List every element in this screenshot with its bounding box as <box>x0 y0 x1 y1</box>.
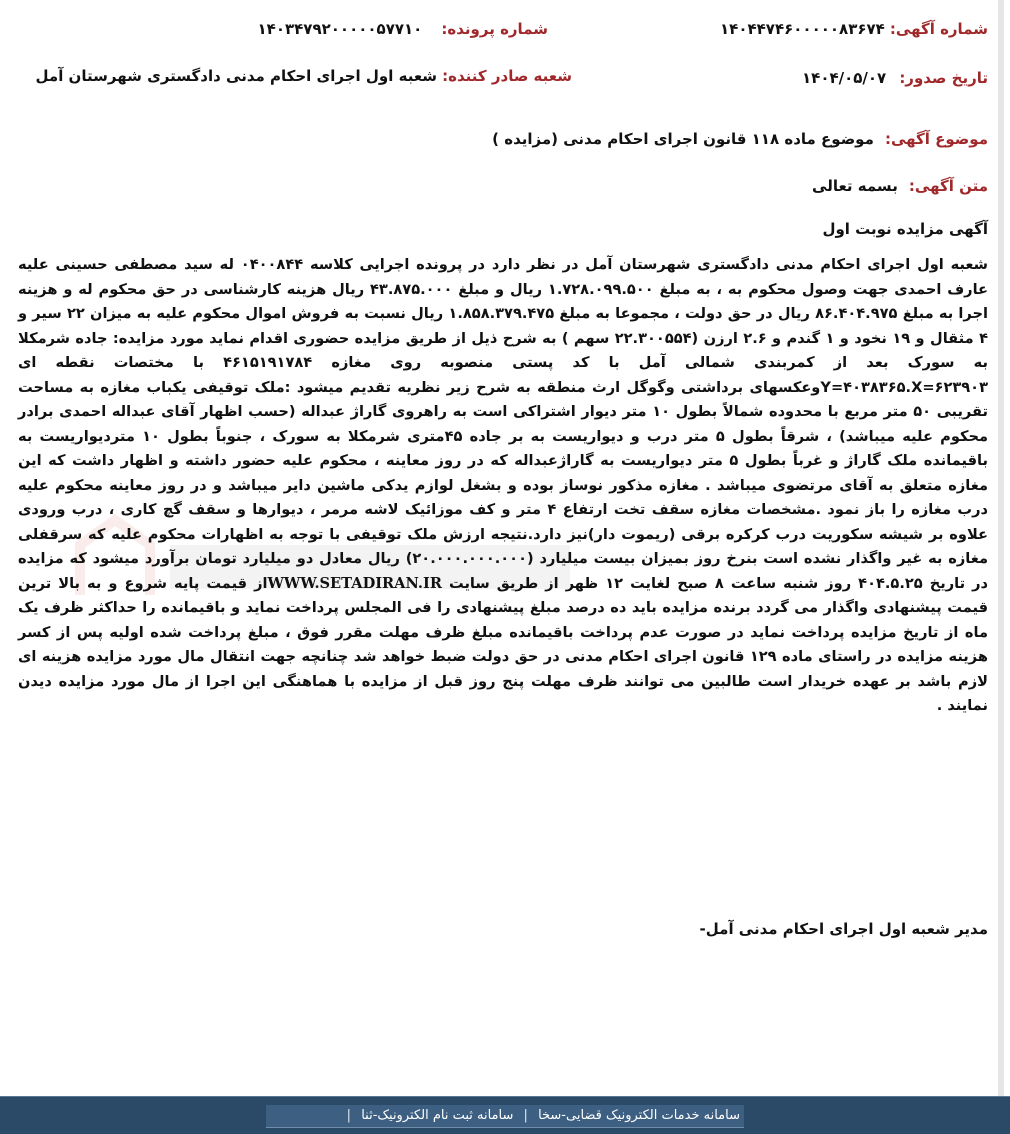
notice-body <box>18 253 988 719</box>
footer-separator: | <box>523 1108 528 1123</box>
footer-link-sana[interactable]: سامانه ثبت نام الکترونیک-ثنا <box>361 1108 514 1123</box>
case-number-label: شماره پرونده: <box>441 20 548 38</box>
notice-title: آگهی مزایده نوبت اول <box>822 220 988 238</box>
ad-number-row <box>720 19 988 38</box>
ad-number: ۱۴۰۴۴۷۴۶۰۰۰۰۰۸۳۶۷۴ <box>720 20 885 38</box>
end-text: از قیمت پایه شروع و به بالا ترین قیمت پیشنهادی واگذار می گردد برنده مزایده باید ده درصد مبلغ پیشنهادی را فی المجلس پرداخت نماید و باقیمانده را حداکثر ظرف یک ماه از تاریخ مزایده پرداخت نماید در صورت عدم پرداخت باقیمانده مبلغ ظرف مهلت مقرر فوق ، مبلغ پرداخت شده اولیه پس از کسر هزینه مزایده در راستای ماده ۱۲۹ قانون اجرای احکام مدنی در حق دولت ضبط خواهد شد چنانچه جهت انتقال مال مورد مزایده هزینه ای لازم باشد بر عهده خریدار است طالبین می توانند ظرف مهلت پنج روز قبل از مزایده با هماهنگی این اجرا از مال مورد مزایده دیدن نمایند . <box>18 574 988 714</box>
case-number-row <box>258 19 548 38</box>
issuing-branch: شعبه اول اجرای احکام مدنی دادگستری شهرستان آمل <box>35 67 438 85</box>
bismillah: بسمه تعالی <box>812 177 898 195</box>
main-text: شعبه اول اجرای احکام مدنی دادگستری شهرستان آمل در نظر دارد در پرونده اجرایی کلاسه ۰۴۰۰۸۴۴ له سید مصطفی حسینی علیه عارف احمدی جهت وصول محکوم به ، به مبلغ ۱.۷۲۸.۰۹۹.۵۰۰ ریال و مبلغ ۴۳.۸۷۵.۰۰۰ ریال هزینه کارشناسی در حق محکوم له و هزینه اجرا به مبلغ ۸۶.۴۰۴.۹۷۵ ریال در حق دولت ، مجموعا به مبلغ ۱.۸۵۸.۳۷۹.۴۷۵ ریال نسبت به فروش اموال محکوم علیه به میزان ۲۲ سیر و ۴ مثقال و ۱۹ نخود و ۱ گندم و ۲.۶ ارزن (۲۲.۳۰۰۵۵۴ سهم ) به شرح ذیل از طریق مزایده حضوری اقدام نماید مورد مزایده: جاده شرمکلا به سورک بعد از کمربندی شمالی آمل با کد پستی منصوبه روی مغازه ۴۶۱۵۱۹۱۷۸۴ با مختصات نقطه ای Y=۴۰۳۸۳۶۵.X=۶۲۳۹۰۳وعکسهای برداشتی وگوگل ارث منطقه به شرح زیر نظریه تقدیم میشود :ملک توقیفی یکباب مغازه به مساحت تقریبی ۵۰ متر مربع با محدوده شمالاً بطول ۱۰ متر دیوار اشتراکی است به راهروی گاراژ عبداله (حسب اظهار آقای عبداله احمدی برادر محکوم علیه میباشد) ، شرقاً بطول ۵ متر درب و دیواریست به بر جاده ۴۵متری شرمکلا به سورک ، جنوباً بطول ۱۰ متردیواریست به باقیمانده ملک گاراژ و غرباً بطول ۵ متر دیواریست به گاراژعبداله که در روز معاینه ، محکوم علیه حضور داشته و اظهار داشت که این مغازه متعلق به آقای مرتضوی میباشد . مغازه مذکور نوساز بوده و بشغل لوازم یدکی ماشین دایر میباشد و در روز معاینه محکوم علیه درب مغازه را باز نمود .مشخصات مغازه سقف تخت ارتفاع ۴ متر و کف موزائیک لاشه مرمر ، دیوارها و سقف گچ کاری ، درب ورودی علاوه بر شیشه سکوریت درب کرکره برقی (ریموت دار)نیز دارد.نتیجه ارزش ملک توقیفی با توجه به اظهارات محکوم علیه که سرقفلی مغازه به غیر واگذار نشده است بنرخ روز بمیزان بیست میلیارد (۲۰.۰۰۰.۰۰۰.۰۰۰) ریال معادل دو میلیارد تومان برآورد میشود که مزایده در تاریخ ۴۰۴.۵.۲۵ روز شنبه ساعت ۸ صبح لغایت ۱۲ ظهر از طریق سایت <box>18 256 989 592</box>
text-label: متن آگهی: <box>908 177 988 195</box>
issue-date-label: تاریخ صدور: <box>899 69 988 87</box>
footer-links <box>266 1105 744 1128</box>
footer <box>0 1096 1010 1134</box>
footer-separator-end: | <box>346 1108 352 1123</box>
footer-link-sakha[interactable]: سامانه خدمات الکترونیک قضایی-سخا <box>538 1108 740 1123</box>
signature: مدیر شعبه اول اجرای احکام مدنی آمل- <box>699 920 988 938</box>
subject-row <box>492 129 988 148</box>
subject-label: موضوع آگهی: <box>884 130 988 148</box>
case-number: ۱۴۰۳۴۷۹۲۰۰۰۰۰۵۷۷۱۰ <box>257 20 423 38</box>
ad-number-label: شماره آگهی: <box>889 20 988 38</box>
issue-date: ۱۴۰۴/۰۵/۰۷ <box>802 69 887 87</box>
issuing-branch-label: شعبه صادر کننده: <box>442 67 572 85</box>
notice-main-paragraph <box>18 253 988 719</box>
issue-date-row <box>802 68 988 87</box>
scrollbar[interactable] <box>998 0 1004 1096</box>
text-label-row <box>812 176 988 195</box>
subject: موضوع ماده ۱۱۸ قانون اجرای احکام مدنی (مزایده ) <box>492 130 874 148</box>
setadiran-website-link[interactable]: WWW.SETADIRAN.IR <box>267 574 442 592</box>
issuing-branch-row <box>36 66 572 85</box>
